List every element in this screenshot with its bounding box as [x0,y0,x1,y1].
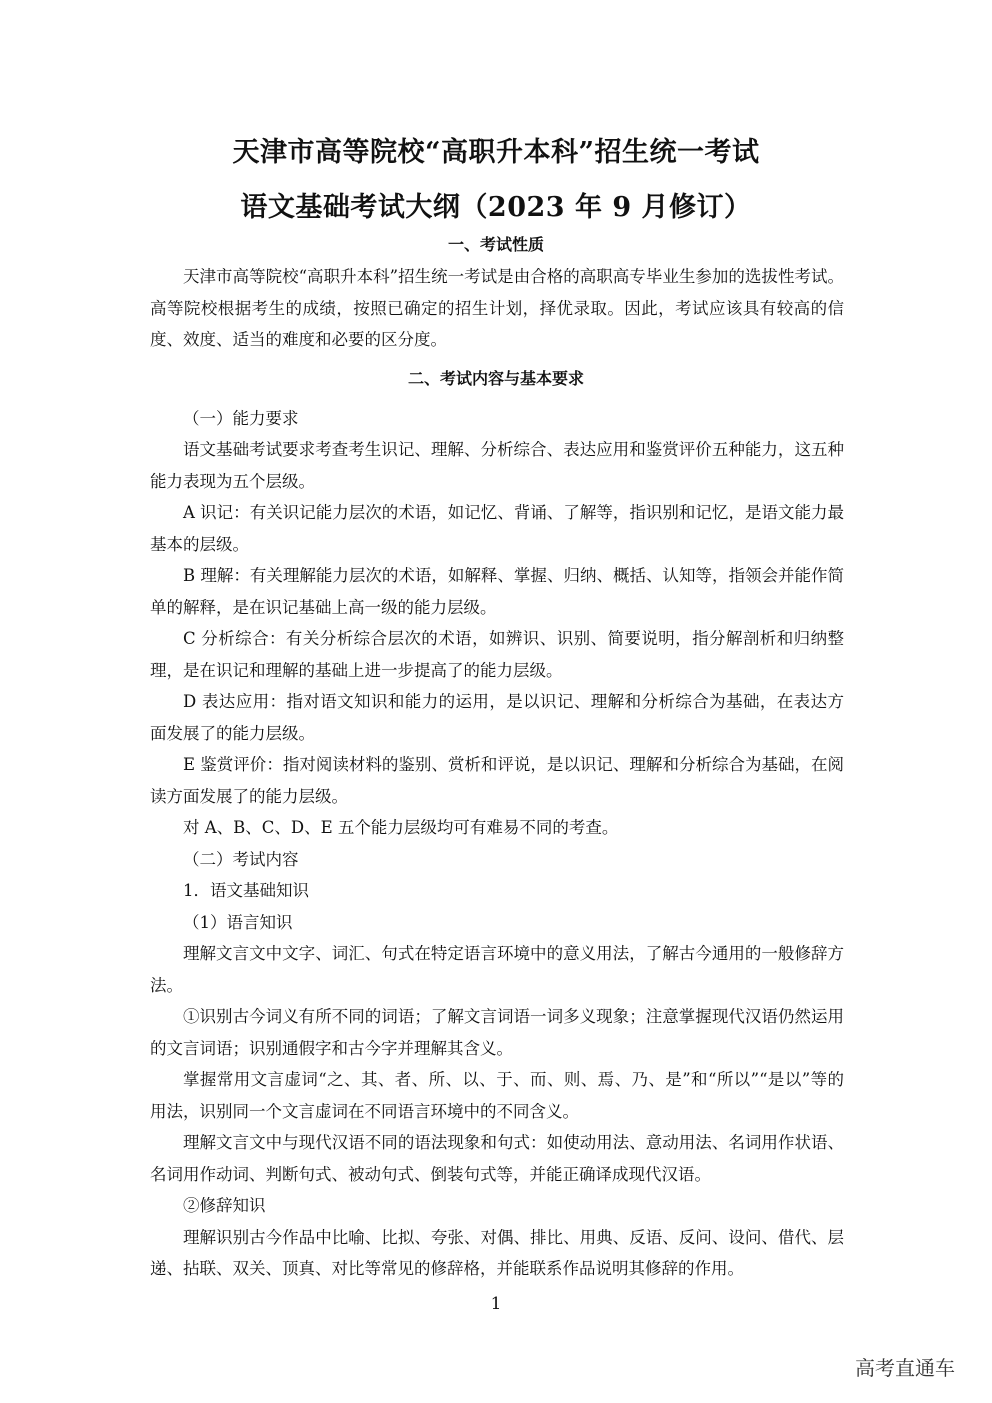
page-number: 1 [490,1294,502,1314]
subheading-basic-knowledge: 1．语文基础知识 [183,881,309,900]
paragraph-exam-nature: 天津市高等院校“高职升本科”招生统一考试是由合格的高职高专毕业生参加的选拔性考试。高等院校根据考生的成绩，按照已确定的招生计划，择优录取。因此，考试应该具有较高的信度、效度、适当的难度和必要的区分度。 [150,267,844,349]
document-title-line2: 语文基础考试大纲（2023 年 9 月修订） [240,192,752,223]
subheading-language-knowledge: （1）语言知识 [183,912,293,932]
paragraph-ability-intro: 语文基础考试要求考查考生识记、理解、分析综合、表达应用和鉴赏评价五种能力，这五种能力表现为五个层级。 [150,440,844,491]
subheading-rhetoric: ②修辞知识 [183,1196,266,1215]
paragraph-ability-b: B 理解：有关理解能力层次的术语，如解释、掌握、归纳、概括、认知等，指领会并能作简单的解释，是在识记基础上高一级的能力层级。 [150,566,844,617]
paragraph-function-words: 掌握常用文言虚词“之、其、者、所、以、于、而、则、焉、乃、是”和“所以”“是以”等的用法，识别同一个文言虚词在不同语言环境中的不同含义。 [150,1070,844,1121]
subheading-exam-content: （二）考试内容 [183,849,299,869]
paragraph-language-knowledge: 理解文言文中文字、词汇、句式在特定语言环境中的意义用法，了解古今通用的一般修辞方法。 [150,944,844,995]
subheading-ability-requirements: （一）能力要求 [183,408,299,428]
document-title-line1: 天津市高等院校“高职升本科”招生统一考试 [232,137,760,168]
paragraph-ability-a: A 识记：有关识记能力层次的术语，如记忆、背诵、了解等，指识别和记忆，是语文能力最基本的层级。 [150,503,844,554]
paragraph-ability-levels: 对 A、B、C、D、E 五个能力层级均可有难易不同的考查。 [183,818,619,837]
paragraph-ability-c: C 分析综合：有关分析综合层次的术语，如辨识、识别、简要说明，指分解剖析和归纳整理，是在识记和理解的基础上进一步提高了的能力层级。 [150,629,844,680]
paragraph-ability-d: D 表达应用：指对语文知识和能力的运用，是以识记、理解和分析综合为基础，在表达方面发展了的能力层级。 [150,692,844,743]
document-body [150,261,844,1285]
paragraph-word-meaning: ①识别古今词义有所不同的词语；了解文言词语一词多义现象；注意掌握现代汉语仍然运用的文言词语；识别通假字和古今字并理解其含义。 [150,1007,844,1058]
watermark-text: 高考直通车 [855,1356,955,1380]
paragraph-rhetoric: 理解识别古今作品中比喻、比拟、夸张、对偶、排比、用典、反语、反问、设问、借代、层递、拈联、双关、顶真、对比等常见的修辞格，并能联系作品说明其修辞的作用。 [150,1227,844,1278]
section-heading-exam-nature: 一、考试性质 [447,235,544,254]
paragraph-ability-e: E 鉴赏评价：指对阅读材料的鉴别、赏析和评说，是以识记、理解和分析综合为基础，在阅读方面发展了的能力层级。 [150,755,844,806]
section-heading-content-requirements: 二、考试内容与基本要求 [407,369,584,388]
paragraph-syntax: 理解文言文中与现代汉语不同的语法现象和句式：如使动用法、意动用法、名词用作状语、名词用作动词、判断句式、被动句式、倒装句式等，并能正确译成现代汉语。 [150,1133,844,1184]
